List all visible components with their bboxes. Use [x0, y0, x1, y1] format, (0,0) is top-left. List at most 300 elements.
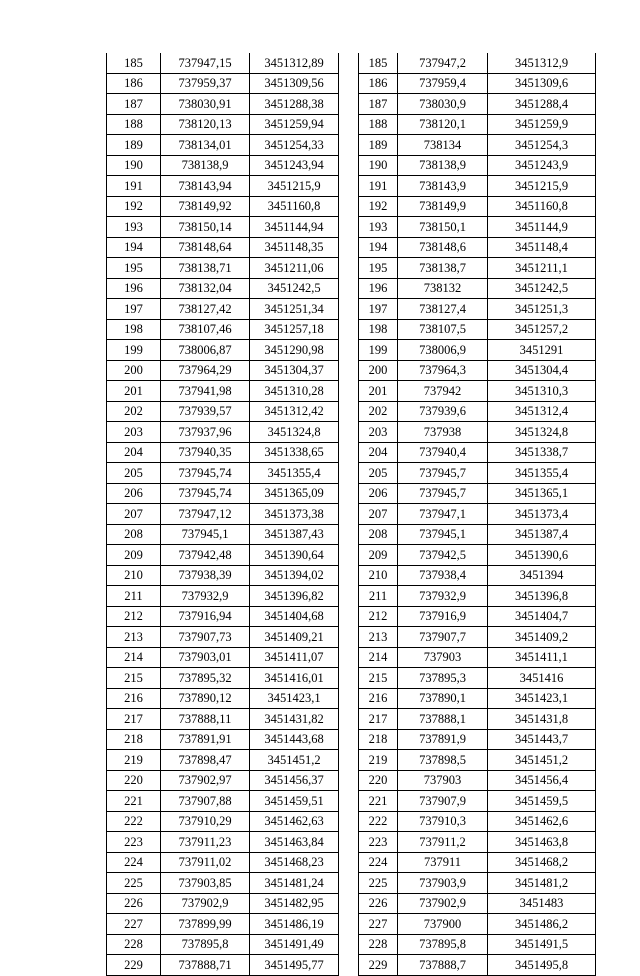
point-number-cell: 196: [107, 278, 161, 299]
x-coordinate-cell: 738127,4: [398, 299, 488, 320]
x-coordinate-cell: 737903,01: [161, 647, 250, 668]
y-coordinate-cell: 3451242,5: [250, 278, 339, 299]
y-coordinate-cell: 3451396,82: [250, 586, 339, 607]
point-number-cell: 189: [107, 135, 161, 156]
y-coordinate-cell: 3451481,2: [488, 873, 596, 894]
x-coordinate-cell: 737888,7: [398, 955, 488, 976]
y-coordinate-cell: 3451310,28: [250, 381, 339, 402]
y-coordinate-cell: 3451365,1: [488, 483, 596, 504]
table-row: [107, 73, 339, 94]
y-coordinate-cell: 3451338,65: [250, 442, 339, 463]
table-row: [359, 114, 596, 135]
table-row: [359, 770, 596, 791]
table-row: [107, 176, 339, 197]
x-coordinate-cell: 737959,37: [161, 73, 250, 94]
x-coordinate-cell: 738120,13: [161, 114, 250, 135]
x-coordinate-cell: 737940,35: [161, 442, 250, 463]
y-coordinate-cell: 3451242,5: [488, 278, 596, 299]
x-coordinate-cell: 737947,12: [161, 504, 250, 525]
x-coordinate-cell: 738138,7: [398, 258, 488, 279]
table-row: [359, 524, 596, 545]
table-row: [359, 299, 596, 320]
x-coordinate-cell: 737947,1: [398, 504, 488, 525]
y-coordinate-cell: 3451304,37: [250, 360, 339, 381]
x-coordinate-cell: 737911,23: [161, 832, 250, 853]
table-row: [359, 381, 596, 402]
table-row: [107, 504, 339, 525]
point-number-cell: 187: [359, 94, 398, 115]
x-coordinate-cell: 738134,01: [161, 135, 250, 156]
y-coordinate-cell: 3451416: [488, 668, 596, 689]
table-row: [359, 709, 596, 730]
x-coordinate-cell: 737911,2: [398, 832, 488, 853]
point-number-cell: 227: [359, 914, 398, 935]
table-row: [107, 832, 339, 853]
x-coordinate-cell: 738132,04: [161, 278, 250, 299]
table-row: [359, 545, 596, 566]
point-number-cell: 229: [359, 955, 398, 976]
y-coordinate-cell: 3451355,4: [488, 463, 596, 484]
y-coordinate-cell: 3451215,9: [488, 176, 596, 197]
x-coordinate-cell: 737945,74: [161, 483, 250, 504]
x-coordinate-cell: 737945,1: [398, 524, 488, 545]
y-coordinate-cell: 3451459,51: [250, 791, 339, 812]
y-coordinate-cell: 3451495,77: [250, 955, 339, 976]
point-number-cell: 204: [107, 442, 161, 463]
table-row: [359, 135, 596, 156]
point-number-cell: 221: [359, 791, 398, 812]
point-number-cell: 215: [107, 668, 161, 689]
point-number-cell: 208: [107, 524, 161, 545]
table-row: [107, 606, 339, 627]
table-row: [359, 729, 596, 750]
point-number-cell: 201: [107, 381, 161, 402]
table-row: [107, 463, 339, 484]
y-coordinate-cell: 3451259,94: [250, 114, 339, 135]
x-coordinate-cell: 738030,91: [161, 94, 250, 115]
table-row: [359, 586, 596, 607]
x-coordinate-cell: 737942,48: [161, 545, 250, 566]
point-number-cell: 193: [359, 217, 398, 238]
table-row: [359, 873, 596, 894]
table-row: [107, 914, 339, 935]
point-number-cell: 223: [359, 832, 398, 853]
table-row: [107, 483, 339, 504]
point-number-cell: 190: [107, 155, 161, 176]
y-coordinate-cell: 3451390,64: [250, 545, 339, 566]
y-coordinate-cell: 3451312,4: [488, 401, 596, 422]
table-row: [359, 565, 596, 586]
point-number-cell: 214: [107, 647, 161, 668]
y-coordinate-cell: 3451451,2: [250, 750, 339, 771]
y-coordinate-cell: 3451211,06: [250, 258, 339, 279]
y-coordinate-cell: 3451409,2: [488, 627, 596, 648]
table-row: [107, 258, 339, 279]
table-row: [107, 955, 339, 976]
table-row: [359, 401, 596, 422]
y-coordinate-cell: 3451481,24: [250, 873, 339, 894]
point-number-cell: 211: [359, 586, 398, 607]
x-coordinate-cell: 737945,7: [398, 483, 488, 504]
point-number-cell: 224: [359, 852, 398, 873]
y-coordinate-cell: 3451355,4: [250, 463, 339, 484]
y-coordinate-cell: 3451373,38: [250, 504, 339, 525]
point-number-cell: 194: [107, 237, 161, 258]
point-number-cell: 217: [107, 709, 161, 730]
table-row: [359, 811, 596, 832]
x-coordinate-cell: 738138,9: [161, 155, 250, 176]
point-number-cell: 223: [107, 832, 161, 853]
table-row: [107, 237, 339, 258]
table-row: [359, 278, 596, 299]
y-coordinate-cell: 3451423,1: [488, 688, 596, 709]
point-number-cell: 225: [359, 873, 398, 894]
point-number-cell: 213: [359, 627, 398, 648]
y-coordinate-cell: 3451144,9: [488, 217, 596, 238]
y-coordinate-cell: 3451310,3: [488, 381, 596, 402]
table-row: [359, 155, 596, 176]
y-coordinate-cell: 3451290,98: [250, 340, 339, 361]
y-coordinate-cell: 3451451,2: [488, 750, 596, 771]
point-number-cell: 191: [107, 176, 161, 197]
table-row: [359, 319, 596, 340]
x-coordinate-cell: 738149,9: [398, 196, 488, 217]
table-row: [359, 934, 596, 955]
y-coordinate-cell: 3451251,3: [488, 299, 596, 320]
y-coordinate-cell: 3451416,01: [250, 668, 339, 689]
x-coordinate-cell: 737910,3: [398, 811, 488, 832]
y-coordinate-cell: 3451254,3: [488, 135, 596, 156]
x-coordinate-cell: 737891,9: [398, 729, 488, 750]
table-row: [107, 196, 339, 217]
x-coordinate-cell: 738148,6: [398, 237, 488, 258]
x-coordinate-cell: 737945,7: [398, 463, 488, 484]
x-coordinate-cell: 737907,9: [398, 791, 488, 812]
y-coordinate-cell: 3451254,33: [250, 135, 339, 156]
point-number-cell: 200: [107, 360, 161, 381]
point-number-cell: 228: [359, 934, 398, 955]
y-coordinate-cell: 3451304,4: [488, 360, 596, 381]
table-row: [107, 53, 339, 73]
y-coordinate-cell: 3451463,8: [488, 832, 596, 853]
table-row: [359, 852, 596, 873]
table-row: [359, 463, 596, 484]
point-number-cell: 194: [359, 237, 398, 258]
table-row: [359, 914, 596, 935]
x-coordinate-cell: 737907,88: [161, 791, 250, 812]
y-coordinate-cell: 3451257,18: [250, 319, 339, 340]
y-coordinate-cell: 3451288,4: [488, 94, 596, 115]
point-number-cell: 218: [359, 729, 398, 750]
y-coordinate-cell: 3451324,8: [250, 422, 339, 443]
point-number-cell: 212: [107, 606, 161, 627]
x-coordinate-cell: 738006,87: [161, 340, 250, 361]
y-coordinate-cell: 3451482,95: [250, 893, 339, 914]
x-coordinate-cell: 737939,6: [398, 401, 488, 422]
point-number-cell: 228: [107, 934, 161, 955]
table-row: [107, 360, 339, 381]
y-coordinate-cell: 3451495,8: [488, 955, 596, 976]
y-coordinate-cell: 3451338,7: [488, 442, 596, 463]
y-coordinate-cell: 3451291: [488, 340, 596, 361]
y-coordinate-cell: 3451312,9: [488, 53, 596, 73]
y-coordinate-cell: 3451148,35: [250, 237, 339, 258]
y-coordinate-cell: 3451411,1: [488, 647, 596, 668]
y-coordinate-cell: 3451215,9: [250, 176, 339, 197]
y-coordinate-cell: 3451243,9: [488, 155, 596, 176]
x-coordinate-cell: 737900: [398, 914, 488, 935]
y-coordinate-cell: 3451373,4: [488, 504, 596, 525]
x-coordinate-cell: 738149,92: [161, 196, 250, 217]
y-coordinate-cell: 3451404,68: [250, 606, 339, 627]
x-coordinate-cell: 738127,42: [161, 299, 250, 320]
table-row: [359, 504, 596, 525]
point-number-cell: 210: [359, 565, 398, 586]
y-coordinate-cell: 3451160,8: [250, 196, 339, 217]
point-number-cell: 220: [107, 770, 161, 791]
x-coordinate-cell: 737964,3: [398, 360, 488, 381]
y-coordinate-cell: 3451431,8: [488, 709, 596, 730]
point-number-cell: 199: [359, 340, 398, 361]
table-row: [107, 893, 339, 914]
point-number-cell: 186: [107, 73, 161, 94]
point-number-cell: 197: [359, 299, 398, 320]
x-coordinate-cell: 737895,8: [398, 934, 488, 955]
table-row: [107, 688, 339, 709]
point-number-cell: 188: [359, 114, 398, 135]
x-coordinate-cell: 737939,57: [161, 401, 250, 422]
table-row: [107, 791, 339, 812]
x-coordinate-cell: 737907,73: [161, 627, 250, 648]
x-coordinate-cell: 737938,39: [161, 565, 250, 586]
x-coordinate-cell: 737947,2: [398, 53, 488, 73]
point-number-cell: 203: [107, 422, 161, 443]
y-coordinate-cell: 3451431,82: [250, 709, 339, 730]
y-coordinate-cell: 3451462,63: [250, 811, 339, 832]
x-coordinate-cell: 737891,91: [161, 729, 250, 750]
x-coordinate-cell: 737942,5: [398, 545, 488, 566]
table-row: [359, 483, 596, 504]
point-number-cell: 204: [359, 442, 398, 463]
table-row: [359, 237, 596, 258]
y-coordinate-cell: 3451411,07: [250, 647, 339, 668]
table-row: [107, 299, 339, 320]
point-number-cell: 188: [107, 114, 161, 135]
x-coordinate-cell: 737907,7: [398, 627, 488, 648]
point-number-cell: 192: [359, 196, 398, 217]
table-row: [107, 319, 339, 340]
y-coordinate-cell: 3451468,2: [488, 852, 596, 873]
coordinates-table-left: [106, 53, 339, 976]
y-coordinate-cell: 3451309,6: [488, 73, 596, 94]
point-number-cell: 219: [107, 750, 161, 771]
x-coordinate-cell: 737895,32: [161, 668, 250, 689]
x-coordinate-cell: 737940,4: [398, 442, 488, 463]
table-row: [107, 565, 339, 586]
table-row: [107, 750, 339, 771]
point-number-cell: 203: [359, 422, 398, 443]
x-coordinate-cell: 737903,9: [398, 873, 488, 894]
point-number-cell: 202: [107, 401, 161, 422]
y-coordinate-cell: 3451144,94: [250, 217, 339, 238]
table-row: [107, 934, 339, 955]
table-row: [359, 627, 596, 648]
x-coordinate-cell: 737898,47: [161, 750, 250, 771]
coordinates-table-right: [358, 53, 596, 976]
point-number-cell: 222: [107, 811, 161, 832]
x-coordinate-cell: 737902,9: [398, 893, 488, 914]
point-number-cell: 221: [107, 791, 161, 812]
point-number-cell: 191: [359, 176, 398, 197]
table-row: [107, 709, 339, 730]
y-coordinate-cell: 3451257,2: [488, 319, 596, 340]
point-number-cell: 195: [107, 258, 161, 279]
point-number-cell: 193: [107, 217, 161, 238]
coordinates-table-right-body: [359, 53, 596, 975]
y-coordinate-cell: 3451483: [488, 893, 596, 914]
table-row: [359, 94, 596, 115]
x-coordinate-cell: 738148,64: [161, 237, 250, 258]
table-row: [359, 647, 596, 668]
point-number-cell: 200: [359, 360, 398, 381]
x-coordinate-cell: 737938: [398, 422, 488, 443]
point-number-cell: 215: [359, 668, 398, 689]
y-coordinate-cell: 3451312,89: [250, 53, 339, 73]
y-coordinate-cell: 3451324,8: [488, 422, 596, 443]
x-coordinate-cell: 738138,9: [398, 155, 488, 176]
y-coordinate-cell: 3451396,8: [488, 586, 596, 607]
table-row: [359, 750, 596, 771]
y-coordinate-cell: 3451486,19: [250, 914, 339, 935]
x-coordinate-cell: 737890,1: [398, 688, 488, 709]
x-coordinate-cell: 738120,1: [398, 114, 488, 135]
point-number-cell: 201: [359, 381, 398, 402]
x-coordinate-cell: 737902,97: [161, 770, 250, 791]
point-number-cell: 210: [107, 565, 161, 586]
x-coordinate-cell: 738143,94: [161, 176, 250, 197]
point-number-cell: 199: [107, 340, 161, 361]
x-coordinate-cell: 737911: [398, 852, 488, 873]
y-coordinate-cell: 3451423,1: [250, 688, 339, 709]
x-coordinate-cell: 737938,4: [398, 565, 488, 586]
coordinates-table-left-body: [107, 53, 339, 975]
table-row: [107, 770, 339, 791]
y-coordinate-cell: 3451456,4: [488, 770, 596, 791]
point-number-cell: 225: [107, 873, 161, 894]
x-coordinate-cell: 737898,5: [398, 750, 488, 771]
point-number-cell: 216: [107, 688, 161, 709]
y-coordinate-cell: 3451309,56: [250, 73, 339, 94]
point-number-cell: 207: [107, 504, 161, 525]
point-number-cell: 208: [359, 524, 398, 545]
x-coordinate-cell: 737899,99: [161, 914, 250, 935]
x-coordinate-cell: 737945,74: [161, 463, 250, 484]
point-number-cell: 209: [359, 545, 398, 566]
table-row: [359, 832, 596, 853]
table-row: [359, 73, 596, 94]
y-coordinate-cell: 3451312,42: [250, 401, 339, 422]
x-coordinate-cell: 737902,9: [161, 893, 250, 914]
table-row: [359, 955, 596, 976]
point-number-cell: 206: [359, 483, 398, 504]
table-row: [107, 668, 339, 689]
point-number-cell: 226: [359, 893, 398, 914]
point-number-cell: 216: [359, 688, 398, 709]
table-row: [107, 217, 339, 238]
y-coordinate-cell: 3451394: [488, 565, 596, 586]
x-coordinate-cell: 737945,1: [161, 524, 250, 545]
x-coordinate-cell: 737895,8: [161, 934, 250, 955]
table-row: [359, 422, 596, 443]
y-coordinate-cell: 3451462,6: [488, 811, 596, 832]
point-number-cell: 217: [359, 709, 398, 730]
point-number-cell: 202: [359, 401, 398, 422]
y-coordinate-cell: 3451491,5: [488, 934, 596, 955]
x-coordinate-cell: 737932,9: [398, 586, 488, 607]
x-coordinate-cell: 737903: [398, 647, 488, 668]
x-coordinate-cell: 738150,1: [398, 217, 488, 238]
table-row: [107, 586, 339, 607]
point-number-cell: 207: [359, 504, 398, 525]
x-coordinate-cell: 737941,98: [161, 381, 250, 402]
table-row: [359, 606, 596, 627]
x-coordinate-cell: 738107,5: [398, 319, 488, 340]
table-row: [107, 811, 339, 832]
table-row: [359, 893, 596, 914]
table-row: [359, 688, 596, 709]
point-number-cell: 187: [107, 94, 161, 115]
point-number-cell: 185: [359, 53, 398, 73]
y-coordinate-cell: 3451459,5: [488, 791, 596, 812]
y-coordinate-cell: 3451365,09: [250, 483, 339, 504]
table-row: [107, 94, 339, 115]
x-coordinate-cell: 737964,29: [161, 360, 250, 381]
x-coordinate-cell: 738006,9: [398, 340, 488, 361]
x-coordinate-cell: 738143,9: [398, 176, 488, 197]
y-coordinate-cell: 3451409,21: [250, 627, 339, 648]
table-row: [359, 53, 596, 73]
y-coordinate-cell: 3451491,49: [250, 934, 339, 955]
table-row: [359, 360, 596, 381]
point-number-cell: 185: [107, 53, 161, 73]
table-row: [107, 852, 339, 873]
y-coordinate-cell: 3451259,9: [488, 114, 596, 135]
point-number-cell: 189: [359, 135, 398, 156]
y-coordinate-cell: 3451288,38: [250, 94, 339, 115]
x-coordinate-cell: 738134: [398, 135, 488, 156]
table-row: [107, 524, 339, 545]
y-coordinate-cell: 3451456,37: [250, 770, 339, 791]
table-row: [107, 278, 339, 299]
point-number-cell: 222: [359, 811, 398, 832]
y-coordinate-cell: 3451394,02: [250, 565, 339, 586]
point-number-cell: 218: [107, 729, 161, 750]
x-coordinate-cell: 737888,71: [161, 955, 250, 976]
y-coordinate-cell: 3451486,2: [488, 914, 596, 935]
point-number-cell: 229: [107, 955, 161, 976]
table-row: [359, 176, 596, 197]
point-number-cell: 206: [107, 483, 161, 504]
y-coordinate-cell: 3451243,94: [250, 155, 339, 176]
x-coordinate-cell: 737903,85: [161, 873, 250, 894]
table-row: [359, 258, 596, 279]
x-coordinate-cell: 737916,9: [398, 606, 488, 627]
point-number-cell: 205: [359, 463, 398, 484]
table-row: [107, 340, 339, 361]
x-coordinate-cell: 737888,1: [398, 709, 488, 730]
x-coordinate-cell: 737903: [398, 770, 488, 791]
table-row: [359, 217, 596, 238]
